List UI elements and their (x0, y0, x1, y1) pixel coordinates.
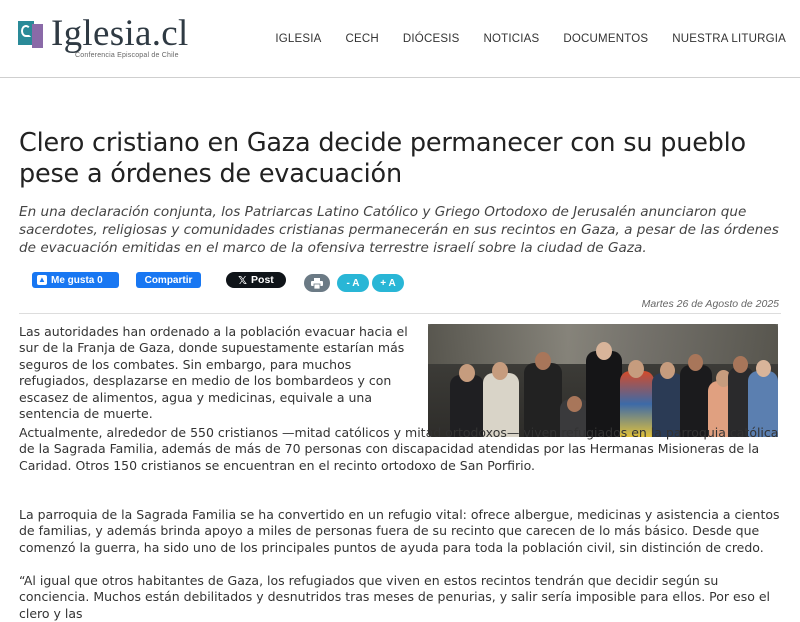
print-button[interactable] (304, 274, 330, 292)
site-header (0, 0, 800, 78)
facebook-like-label: Me gusta 0 (51, 274, 103, 286)
article-lead: En una declaración conjunta, los Patriarcas Latino Católico y Griego Ortodoxo de Jerusalén anunciaron que sacerdotes, religiosas y comunidades cristianas permanecerán en sus recintos en Gaza, a pesar de las órdenes de evacuación emitidas en el marco de la ofensiva terrestre israelí sobre la ciudad de Gaza. (19, 204, 779, 256)
thumbs-up-icon: ▲ (38, 275, 46, 284)
article-paragraph: Actualmente, alrededor de 550 cristianos —mitad católicos y mitad ortodoxos— viven refugiados en la parroquia católica de la Sagrada Familia, además de más de 70 personas con discapacidad atendidas por las Hermanas Misioneras de la Caridad. Otros 150 cristianos se encuentran en el recinto ortodoxo de San Porfirio. (19, 425, 779, 473)
article-paragraph: Las autoridades han ordenado a la población evacuar hacia el sur de la Franja de Gaza, donde supuestamente estarían más seguros de los combates. Sin embargo, para muchos refugiados, desplazarse en medio de los bombardeos y con escasez de alimentos, agua y medicinas, equivale a una sentencia de muerte. (19, 324, 408, 422)
font-increase-button[interactable]: + A (372, 274, 404, 292)
article-date: Martes 26 de Agosto de 2025 (641, 298, 779, 310)
facebook-like-button[interactable] (32, 272, 119, 288)
nav-item-documentos[interactable]: DOCUMENTOS (563, 33, 649, 45)
logo-mark-icon (18, 21, 48, 51)
nav-item-cech[interactable]: CECH (345, 33, 379, 45)
article-title: Clero cristiano en Gaza decide permanecer con su pueblo pese a órdenes de evacuación (19, 128, 746, 189)
site-logo[interactable] (18, 13, 189, 59)
article-paragraph: “Al igual que otros habitantes de Gaza, los refugiados que viven en estos recintos tendrán que decidir según su conciencia. Muchos están debilitados y desnutridos tras meses de penurias, y salir sería imposible para ellos. Por eso el clero y las (19, 573, 771, 621)
nav-item-noticias[interactable]: NOTICIAS (483, 33, 540, 45)
main-nav (251, 33, 786, 45)
site-tagline: Conferencia Episcopal de Chile (75, 52, 179, 59)
font-decrease-button[interactable]: - A (337, 274, 369, 292)
article-tools (304, 274, 404, 292)
article-paragraph: La parroquia de la Sagrada Familia se ha convertido en un refugio vital: ofrece albergue, medicinas y asistencia a cientos de familias, y además brinda apoyo a miles de personas fuera de su recinto que carecen de lo más básico. Desde que comenzó la guerra, ha sido uno de los principales puntos de ayuda para toda la población civil, sin distinción de credo. (19, 507, 780, 555)
nav-item-nuestra-liturgia[interactable]: NUESTRA LITURGIA (672, 33, 786, 45)
x-post-label: Post (251, 274, 274, 286)
x-post-button[interactable] (226, 272, 286, 288)
nav-item-diocesis[interactable]: DIÓCESIS (402, 33, 460, 45)
facebook-share-button[interactable]: Compartir (136, 272, 201, 288)
x-logo-icon: 𝕏 (238, 274, 248, 287)
nav-item-iglesia[interactable]: IGLESIA (275, 33, 322, 45)
divider (19, 313, 781, 314)
article-photo (428, 324, 778, 437)
site-name: Iglesia.cl (51, 13, 189, 54)
printer-icon (311, 278, 323, 289)
